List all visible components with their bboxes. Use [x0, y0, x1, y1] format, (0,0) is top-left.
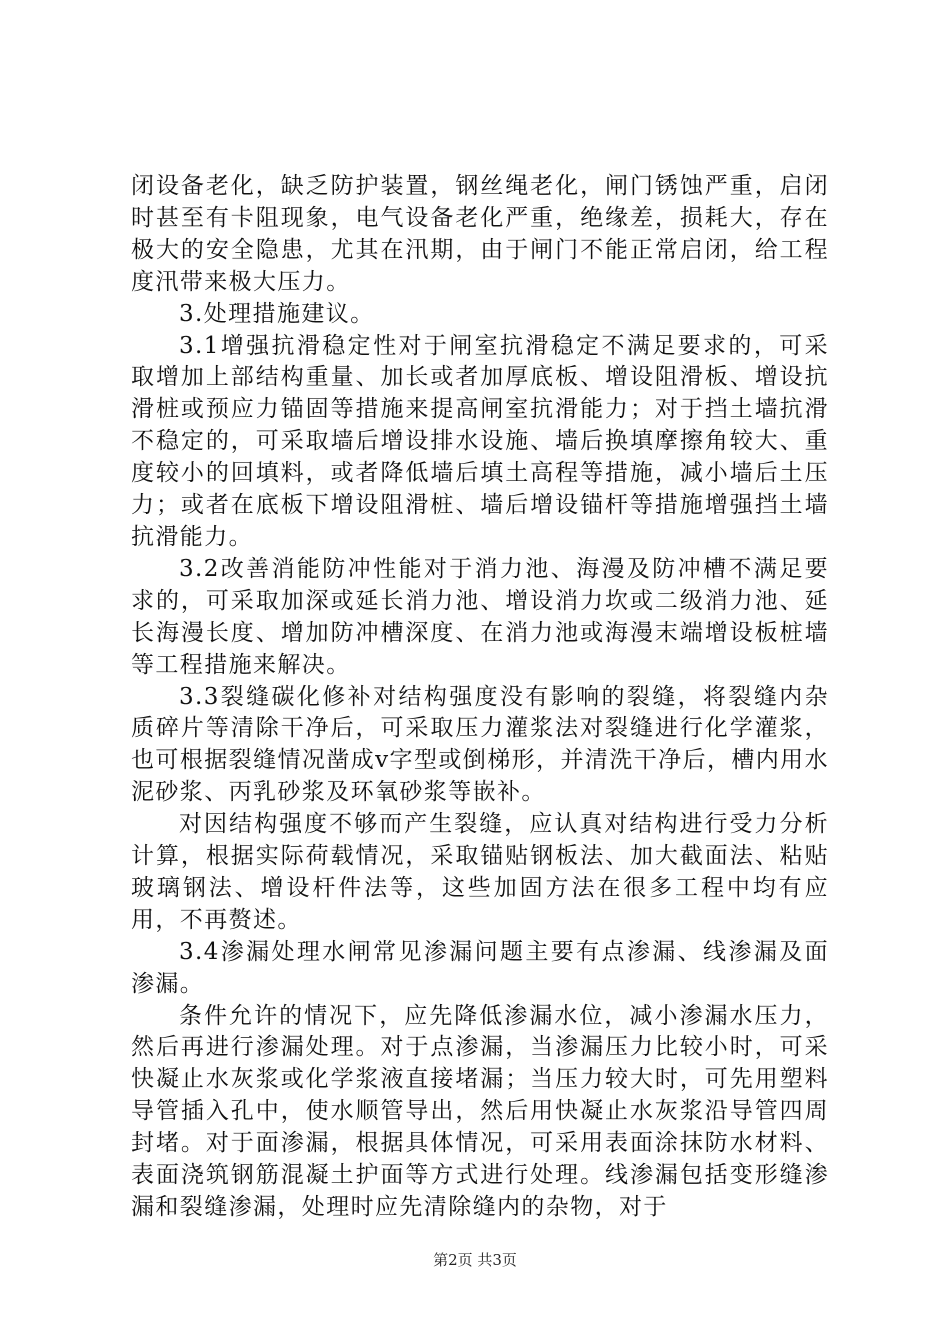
body-text — [131, 171, 829, 1224]
paragraph-equipment-aging: 闭设备老化，缺乏防护装置，钢丝绳老化，闸门锈蚀严重，启闭时甚至有卡阻现象，电气设备老化严重，绝缘差，损耗大，存在极大的安全隐患，尤其在汛期，由于闸门不能正常启闭，给工程度汛带来极大压力。 — [131, 173, 829, 295]
paragraph-leakage-types: 3.4渗漏处理水闸常见渗漏问题主要有点渗漏、线渗漏及面渗漏。 — [131, 938, 829, 997]
heading-treatment-suggestions: 3.处理措施建议。 — [179, 300, 375, 327]
page-footer — [0, 1250, 950, 1270]
paragraph-crack-repair: 3.3裂缝碳化修补对结构强度没有影响的裂缝，将裂缝内杂质碎片等清除干净后，可采取压力灌浆法对裂缝进行化学灌浆，也可根据裂缝情况凿成v字型或倒梯形，并清洗干净后，槽内用水泥砂浆、丙乳砂浆及环氧砂浆等嵌补。 — [131, 683, 829, 806]
paragraph-leakage-treatment: 条件允许的情况下，应先降低渗漏水位，减小渗漏水压力，然后再进行渗漏处理。对于点渗漏，当渗漏压力比较小时，可采快凝止水灰浆或化学浆液直接堵漏；当压力较大时，可先用塑料导管插入孔中，使水顺管导出，然后用快凝止水灰浆沿导管四周封堵。对于面渗漏，根据具体情况，可采用表面涂抹防水材料、表面浇筑钢筋混凝土护面等方式进行处理。线渗漏包括变形缝渗漏和裂缝渗漏，处理时应先清除缝内的杂物，对于 — [131, 1002, 829, 1220]
paragraph-structural-reinforcement: 对因结构强度不够而产生裂缝，应认真对结构进行受力分析计算，根据实际荷载情况，采取锚贴钢板法、加大截面法、粘贴玻璃钢法、增设杆件法等，这些加固方法在很多工程中均有应用，不再赘述。 — [131, 811, 829, 933]
paragraph-sliding-stability: 3.1增强抗滑稳定性对于闸室抗滑稳定不满足要求的，可采取增加上部结构重量、加长或者加厚底板、增设阻滑板、增设抗滑桩或预应力锚固等措施来提高闸室抗滑能力；对于挡土墙抗滑不稳定的，可采取墙后增设排水设施、墙后换填摩擦角较大、重度较小的回填料，或者降低墙后填土高程等措施，减小墙后土压力；或者在底板下增设阻滑桩、墙后增设锚杆等措施增强挡土墙抗滑能力。 — [131, 332, 829, 550]
paragraph-energy-dissipation: 3.2改善消能防冲性能对于消力池、海漫及防冲槽不满足要求的，可采取加深或延长消力池、增设消力坎或二级消力池、延长海漫长度、增加防冲槽深度、在消力池或海漫末端增设板桩墙等工程措施来解决。 — [131, 555, 829, 678]
page-number: 第2页 共3页 — [433, 1251, 517, 1269]
